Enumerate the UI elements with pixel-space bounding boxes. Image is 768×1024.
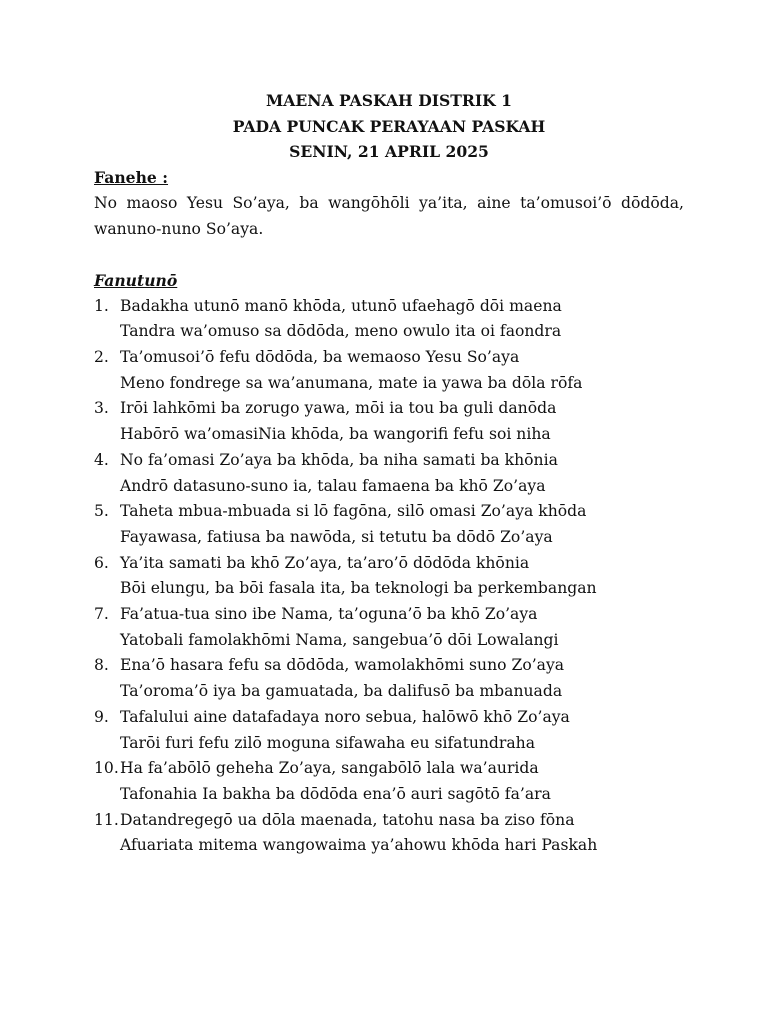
document-page (94, 88, 684, 859)
verse-item (94, 705, 684, 756)
verse-number: 11. (94, 810, 119, 829)
verse-line-2: Tandra wa’omuso sa dōdōda, meno owulo ita oi faondra (120, 322, 562, 341)
verse-number: 2. (94, 348, 109, 367)
verse-line-2: Fayawasa, fatiusa ba nawōda, si tetutu ba dōdō Zo’aya (120, 527, 553, 546)
document-title (94, 88, 684, 165)
verse-item (94, 602, 684, 653)
title-line-3: SENIN, 21 APRIL 2025 (289, 142, 489, 162)
verse-line-1: Ha fa’abōlō geheha Zo’aya, sangabōlō lala wa’aurida (120, 759, 539, 778)
verse-line-1: Datandregegō ua dōla maenada, tatohu nasa ba ziso fōna (120, 810, 575, 829)
fanehe-text: No maoso Yesu So’aya, ba wangōhōli ya’ita, aine ta’omusoi’ō dōdōda, wanuno-nuno So’aya. (94, 193, 684, 238)
verse-item (94, 551, 684, 602)
verse-number: 5. (94, 502, 109, 521)
verse-line-2: Meno fondrege sa wa’anumana, mate ia yawa ba dōla rōfa (120, 373, 583, 392)
verse-line-1: Irōi lahkōmi ba zorugo yawa, mōi ia tou ba guli danōda (120, 399, 557, 418)
verse-line-1: Badakha utunō manō khōda, utunō ufaehagō dōi maena (120, 296, 562, 315)
verse-item (94, 653, 684, 704)
verse-item (94, 396, 684, 447)
verse-line-2: Yatobali famolakhōmi Nama, sangebua’ō dōi Lowalangi (120, 630, 559, 649)
verse-item (94, 294, 684, 345)
verse-item (94, 448, 684, 499)
verse-item (94, 808, 684, 859)
verse-item (94, 756, 684, 807)
verse-item (94, 345, 684, 396)
verse-line-1: Fa’atua-tua sino ibe Nama, ta’oguna’ō ba khō Zo’aya (120, 605, 538, 624)
verse-number: 10. (94, 759, 119, 778)
verse-number: 3. (94, 399, 109, 418)
verse-line-1: Ya’ita samati ba khō Zo’aya, ta’aro’ō dōdōda khōnia (120, 553, 530, 572)
verse-line-1: Tafalului aine datafadaya noro sebua, halōwō khō Zo’aya (120, 707, 570, 726)
verse-line-1: No fa’omasi Zo’aya ba khōda, ba niha samati ba khōnia (120, 450, 558, 469)
verse-number: 7. (94, 605, 109, 624)
verse-line-1: Taheta mbua-mbuada si lō fagōna, silō omasi Zo’aya khōda (120, 502, 587, 521)
verse-line-2: Bōi elungu, ba bōi fasala ita, ba teknologi ba perkembangan (120, 579, 597, 598)
verse-line-2: Tarōi furi fefu zilō moguna sifawaha eu sifatundraha (120, 733, 536, 752)
verse-line-1: Ta’omusoi’ō fefu dōdōda, ba wemaoso Yesu So’aya (120, 348, 520, 367)
verse-line-2: Andrō datasuno-suno ia, talau famaena ba khō Zo’aya (120, 476, 546, 495)
verse-number: 1. (94, 296, 109, 315)
verse-number: 6. (94, 553, 109, 572)
verse-line-2: Ta’oroma’ō iya ba gamuatada, ba dalifusō ba mbanuada (120, 682, 563, 701)
verse-number: 4. (94, 450, 109, 469)
verse-line-2: Afuariata mitema wangowaima ya’ahowu khōda hari Paskah (120, 836, 598, 855)
verse-item (94, 499, 684, 550)
verse-line-2: Habōrō wa’omasiNia khōda, ba wangorifi fefu soi niha (120, 425, 551, 444)
verse-number: 8. (94, 656, 109, 675)
section-spacer (94, 242, 684, 268)
title-line-2: PADA PUNCAK PERAYAAN PASKAH (232, 116, 546, 136)
fanehe-heading: Fanehe : (94, 168, 169, 188)
title-line-1: MAENA PASKAH DISTRIK 1 (266, 91, 512, 110)
verse-number: 9. (94, 707, 109, 726)
verse-list (94, 294, 684, 859)
fanutuno-heading: Fanutunō (94, 270, 178, 290)
verse-line-1: Ena’ō hasara fefu sa dōdōda, wamolakhōmi suno Zo’aya (120, 656, 565, 675)
verse-line-2: Tafonahia Ia bakha ba dōdōda ena’ō auri sagōtō fa’ara (120, 784, 551, 803)
